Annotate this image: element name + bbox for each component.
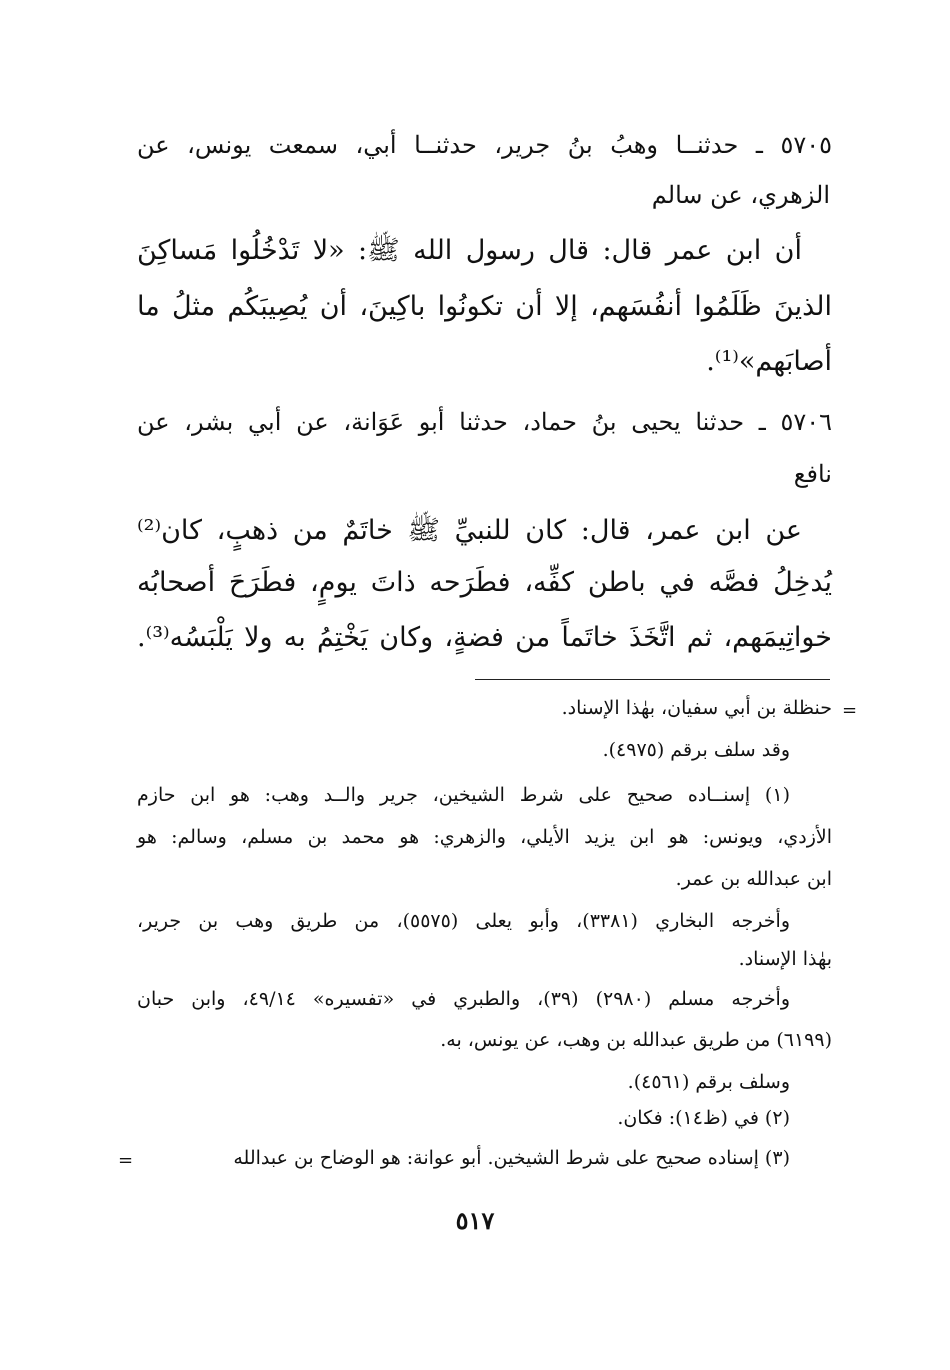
hadith-5706-matn-line-3: خواتِيمَهم، ثم اتَّخَذَ خاتَماً من فضةٍ، وكان يَخْتِمُ به ولا يَلْبَسُه⁽³⁾. (137, 622, 832, 653)
footnote-continuation-line-2: وقد سلف برقم (٤٩٧٥). (602, 739, 790, 761)
footnote-continuation-line-1: حنظلة بن أبي سفيان، بهٰذا الإسناد. (561, 697, 832, 719)
footnote-1-line-1: (١) إسنــاده صحيح على شرط الشيخين، جرير والــد وهب: هو ابن حازم (137, 784, 790, 806)
footnote-1-line-4: وأخرجه البخاري (٣٣٨١)، وأبو يعلى (٥٥٧٥)، من طريق وهب بن جرير، (137, 910, 790, 932)
footnote-separator (475, 679, 830, 680)
hadith-5706-matn-line-1: عن ابن عمر، قال: كان للنبيِّ ﷺ خاتَمٌ من ذهبٍ، كان⁽²⁾ (137, 515, 802, 546)
footnote-1-line-5: بهٰذا الإسناد. (738, 948, 832, 970)
footnote-1-line-6: وأخرجه مسلم (٢٩٨٠) (٣٩)، والطبري في «تفسيره» ٤٩/١٤، وابن حبان (137, 988, 791, 1010)
continuation-marker: = (842, 700, 858, 721)
continuation-marker-end: = (118, 1150, 134, 1171)
footnote-3-line-1: (٣) إسناده صحيح على شرط الشيخين. أبو عوانة: هو الوضاح بن عبدالله (233, 1147, 790, 1169)
footnote-1-line-2: الأزدي، ويونس: هو ابن يزيد الأيلي، والزهري: هو محمد بن مسلم، وسالم: هو (137, 826, 832, 848)
page-number: ٥١٧ (455, 1206, 495, 1235)
hadith-5706-isnad-line-1: ٥٧٠٦ ـ حدثنا يحيى بنُ حماد، حدثنا أبو عَوَانة، عن أبي بشر، عن (137, 408, 832, 436)
footnote-2: (٢) في (ظ١٤): فكان. (617, 1107, 790, 1129)
hadith-5705-matn-line-2: الذينَ ظَلَمُوا أنفُسَهم، إلا أن تكونُوا باكِينَ، أن يُصِيبَكُم مثلُ ما (137, 291, 832, 322)
hadith-5705-matn-line-1: أن ابن عمر قال: قال رسول الله ﷺ: «لا تَدْخُلُوا مَساكِنَ (137, 235, 802, 266)
hadith-5705-isnad-line-1: ٥٧٠٥ ـ حدثنــا وهبُ بنُ جرير، حدثنــا أبي، سمعت يونس، عن (137, 131, 832, 159)
footnote-1-line-8: وسلف برقم (٤٥٦١). (627, 1071, 790, 1093)
hadith-5705-matn-line-3: أصابَهم»⁽¹⁾. (706, 346, 832, 377)
hadith-5705-isnad-line-2: الزهري، عن سالم (651, 181, 830, 209)
hadith-5706-matn-line-2: يُدخِلُ فصَّه في باطن كفِّه، فطَرَحه ذاتَ يومٍ، فطَرَحَ أصحابُه (137, 567, 832, 598)
footnote-1-line-3: ابن عبدالله بن عمر. (675, 868, 832, 890)
hadith-5706-isnad-line-2: نافع (793, 460, 832, 488)
footnote-1-line-7: (٦١٩٩) من طريق عبدالله بن وهب، عن يونس، به. (440, 1029, 832, 1051)
